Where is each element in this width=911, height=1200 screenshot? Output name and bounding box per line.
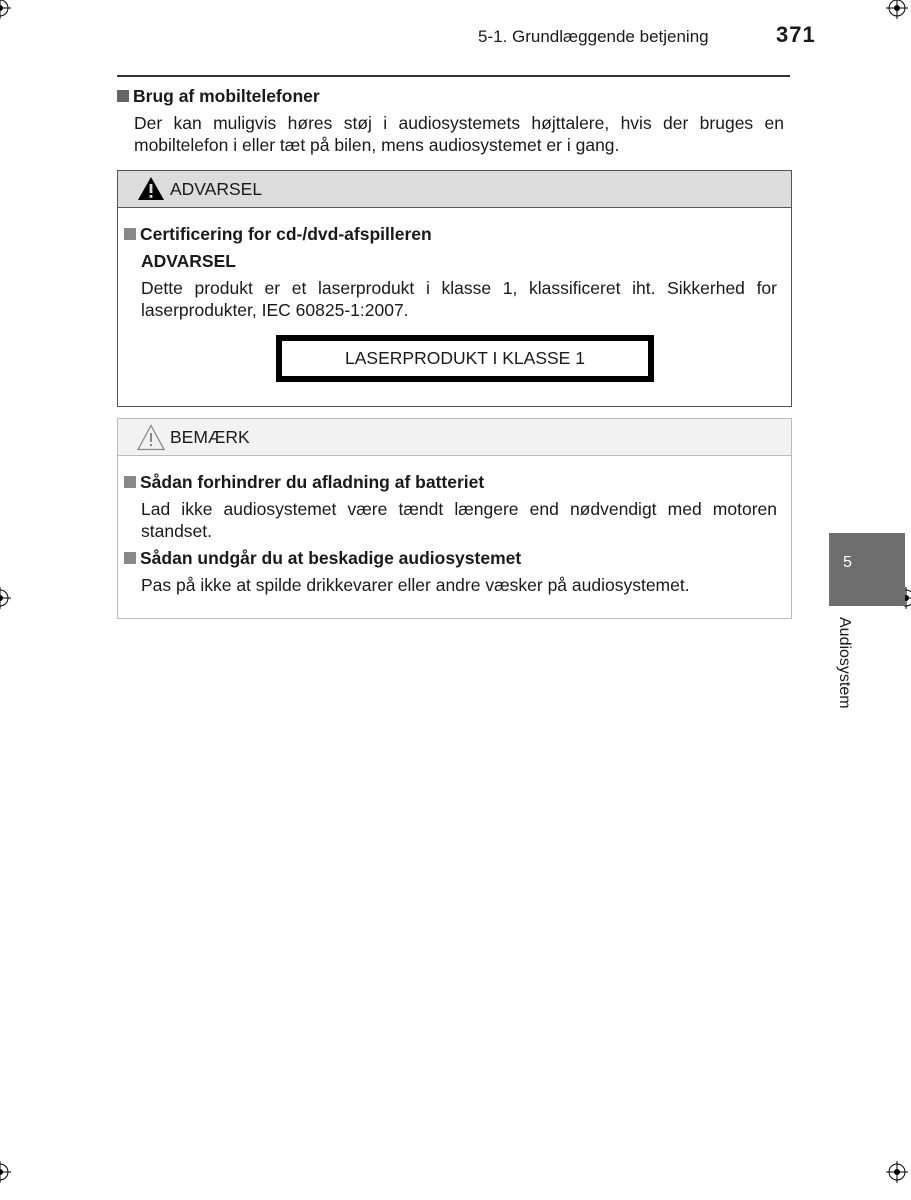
note-item-1-heading — [124, 472, 484, 493]
registration-mark-bottom-right — [886, 1161, 908, 1183]
laser-label: LASERPRODUKT I KLASSE 1 — [282, 341, 648, 376]
note-item-1-text: Lad ikke audiosystemet være tændt længere end nødvendigt med motoren standset. — [141, 499, 777, 541]
laser-label-frame — [276, 335, 654, 382]
warning-text: Dette produkt er et laserprodukt i klasse 1, klassificeret iht. Sikkerhed for laserprodukter, IEC 60825-1:2007. — [141, 278, 777, 320]
chapter-tab-number: 5 — [843, 554, 852, 571]
mobile-heading — [117, 86, 320, 107]
mobile-text: Der kan muligvis høres støj i audiosystemets højttalere, hvis der bruges en mobiltelefon i eller tæt på bilen, mens audiosystemet er i gang. — [134, 113, 784, 155]
chapter-tab-label: Audiosystem — [836, 617, 853, 709]
warning-heading — [124, 224, 432, 245]
bullet-square-icon — [124, 228, 136, 240]
registration-mark-top-left — [0, 0, 11, 19]
note-box-header — [118, 419, 791, 456]
mobile-heading-text: Brug af mobiltelefoner — [133, 86, 320, 106]
warning-subheading: ADVARSEL — [141, 251, 236, 271]
caution-triangle-outline-icon — [137, 424, 165, 456]
bullet-square-icon — [117, 90, 129, 102]
warning-box-header — [118, 171, 791, 208]
warning-box-title: ADVARSEL — [170, 179, 263, 199]
bullet-square-icon — [124, 552, 136, 564]
registration-mark-top-right — [886, 0, 908, 19]
note-item-2-heading-text: Sådan undgår du at beskadige audiosystemet — [140, 548, 522, 568]
bullet-square-icon — [124, 476, 136, 488]
note-box — [117, 418, 792, 619]
note-box-title: BEMÆRK — [170, 427, 250, 447]
page-number: 371 — [776, 22, 816, 47]
note-item-2-heading — [124, 548, 521, 569]
note-item-2-text: Pas på ikke at spilde drikkevarer eller andre væsker på audiosystemet. — [141, 575, 690, 595]
header-rule — [117, 75, 790, 77]
chapter-tab[interactable] — [829, 533, 905, 606]
warning-triangle-icon — [137, 176, 165, 206]
registration-mark-bottom-left — [0, 1161, 11, 1183]
note-item-1-heading-text: Sådan forhindrer du afladning af batteriet — [140, 472, 485, 492]
section-title: 5-1. Grundlæggende betjening — [478, 27, 709, 46]
warning-heading-text: Certificering for cd-/dvd-afspilleren — [140, 224, 432, 244]
registration-mark-middle-left — [0, 587, 11, 609]
